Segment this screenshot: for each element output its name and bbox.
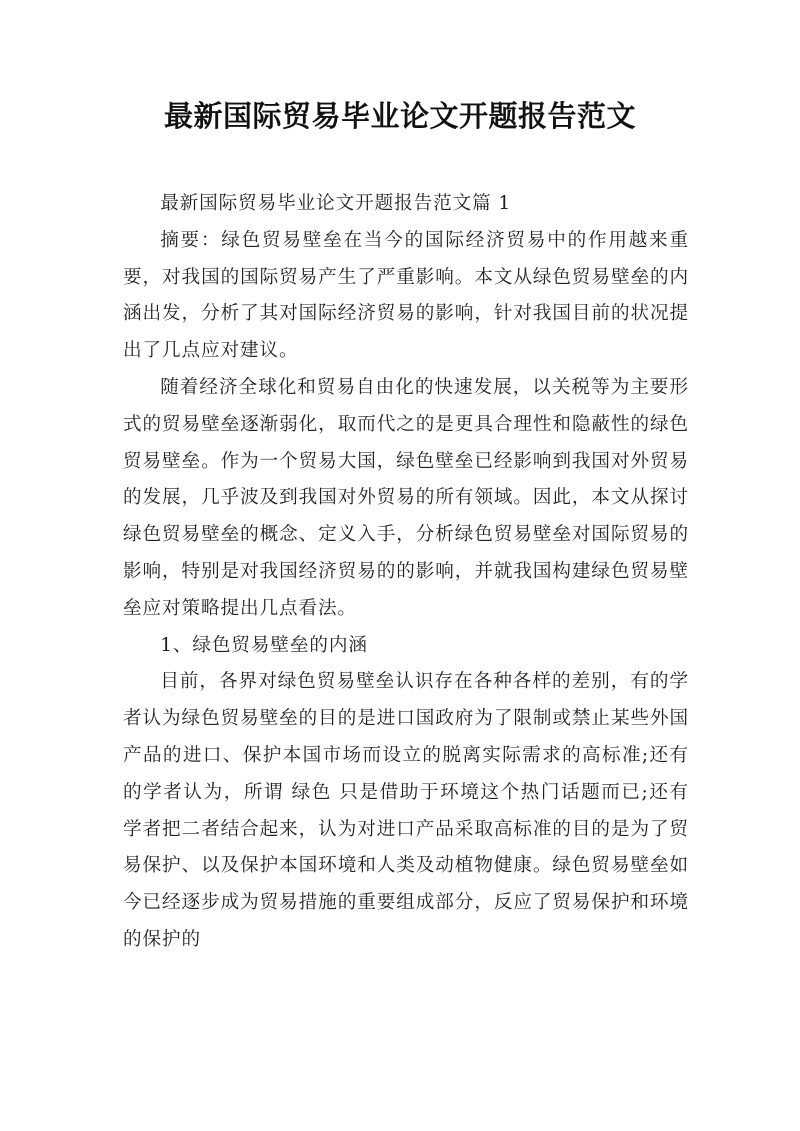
definition-paragraph: 目前，各界对绿色贸易壁垒认识存在各种各样的差别，有的学者认为绿色贸易壁垒的目的是进口国政府为了限制或禁止某些外国产品的进口、保护本国市场而设立的脱离实际需求的高标准;还有的学者认为，所谓 绿色 只是借助于环境这个热门话题而已;还有学者把二者结合起来，认为对进口产品采取高标准的目的是为了贸易保护、以及保护本国环境和人类及动植物健康。绿色贸易壁垒如今已经逐步成为贸易措施的重要组成部分，反应了贸易保护和环境的保护的 [123, 671, 689, 950]
intro-paragraph: 随着经济全球化和贸易自由化的快速发展，以关税等为主要形式的贸易壁垒逐渐弱化，取而代之的是更具合理性和隐蔽性的绿色贸易壁垒。作为一个贸易大国，绿色壁垒已经影响到我国对外贸易的发展，几乎波及到我国对外贸易的所有领域。因此，本文从探讨绿色贸易壁垒的概念、定义入手，分析绿色贸易壁垒对国际贸易的影响，特别是对我国经济贸易的的影响，并就我国构建绿色贸易壁垒应对策略提出几点看法。 [123, 376, 689, 619]
document-body [123, 186, 689, 959]
document-title: 最新国际贸易毕业论文开题报告范文 [163, 99, 636, 133]
section-heading: 最新国际贸易毕业论文开题报告范文篇 1 [160, 193, 512, 214]
abstract-paragraph: 摘要：绿色贸易壁垒在当今的国际经济贸易中的作用越来重要，对我国的国际贸易产生了严重影响。本文从绿色贸易壁垒的内涵出发，分析了其对国际经济贸易的影响，针对我国目前的状况提出了几点应对建议。 [123, 229, 689, 362]
subheading: 1、绿色贸易壁垒的内涵 [160, 634, 368, 656]
